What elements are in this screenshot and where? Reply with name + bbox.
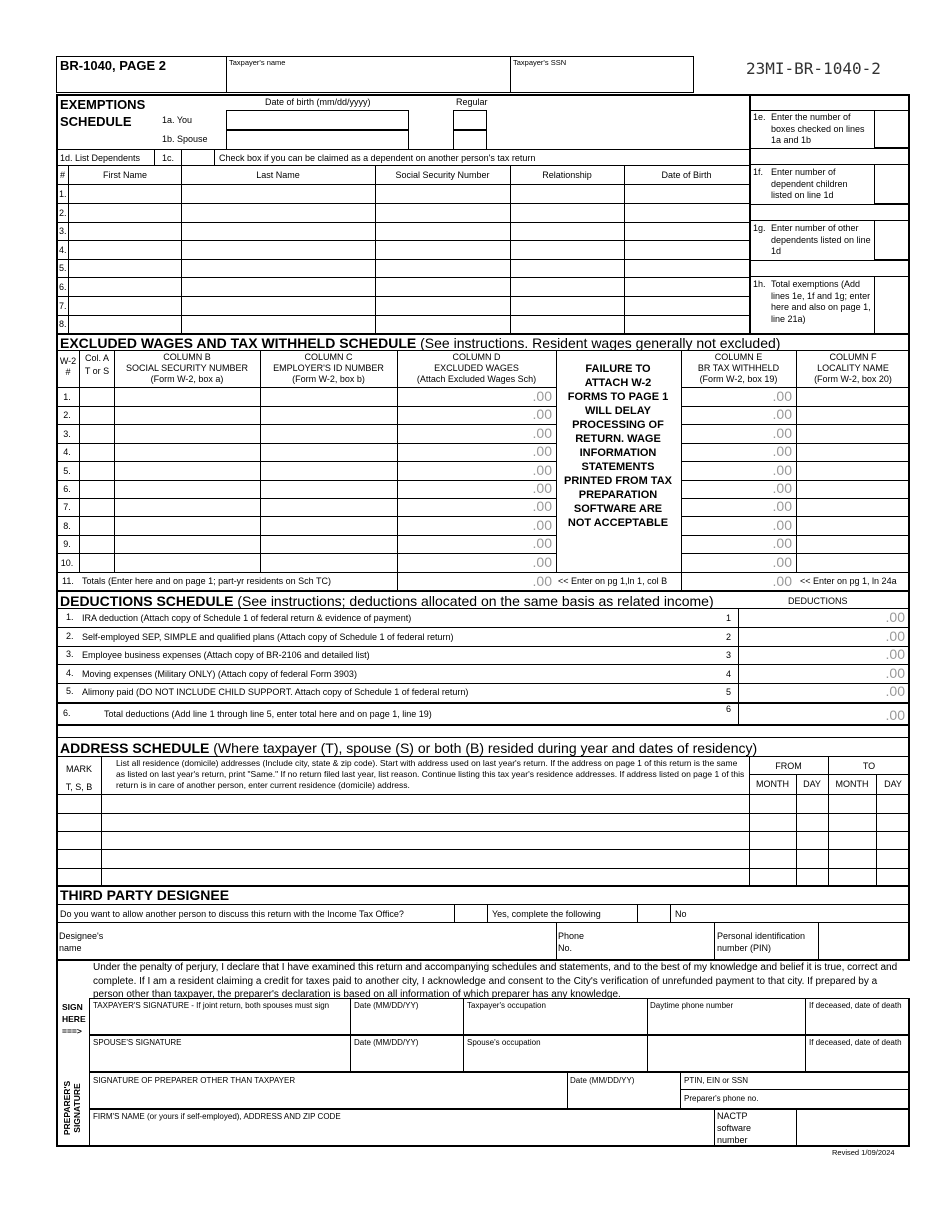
address-field[interactable] bbox=[103, 814, 747, 830]
dependent-dob-field[interactable] bbox=[626, 242, 747, 258]
col-b-field[interactable] bbox=[116, 463, 259, 479]
daytime-phone-label: Daytime phone number bbox=[650, 1001, 734, 1010]
col-f-field[interactable] bbox=[798, 463, 908, 479]
taxpayer-occupation-label: Taxpayer's occupation bbox=[467, 1001, 546, 1010]
taxpayer-signature-label: TAXPAYER'S SIGNATURE - If joint return, both spouses must sign bbox=[93, 1001, 330, 1010]
dependent-ssn-field[interactable] bbox=[377, 298, 508, 314]
line-1e-field[interactable] bbox=[874, 110, 910, 148]
dependent-relationship-field[interactable] bbox=[512, 223, 622, 239]
spouse-regular-checkbox[interactable] bbox=[453, 130, 487, 150]
col-c-field[interactable] bbox=[262, 463, 396, 479]
col-b-field[interactable] bbox=[116, 518, 259, 534]
deduction-amount-field[interactable]: .00 bbox=[885, 609, 905, 625]
col-e-field[interactable]: .00 bbox=[772, 498, 792, 515]
dependent-dob-field[interactable] bbox=[626, 316, 747, 332]
dependent-last-name-field[interactable] bbox=[183, 242, 373, 258]
exemptions-title: EXEMPTIONS SCHEDULE bbox=[60, 97, 146, 129]
preparer-signature-label: SIGNATURE OF PREPARER OTHER THAN TAXPAYER bbox=[93, 1076, 296, 1085]
dependent-relationship-field[interactable] bbox=[512, 242, 622, 258]
deductions-title: DEDUCTIONS SCHEDULE (See instructions; deductions allocated on the same basis as related income) bbox=[60, 593, 714, 609]
col-e-field[interactable]: .00 bbox=[772, 553, 792, 570]
dependent-dob-field[interactable] bbox=[626, 223, 747, 239]
col-e-total[interactable]: .00 bbox=[772, 573, 792, 589]
col-f-field[interactable] bbox=[798, 407, 908, 423]
dependent-dob-field[interactable] bbox=[626, 205, 747, 221]
deduction-amount-field[interactable]: .00 bbox=[885, 664, 905, 681]
designee-no-label: No bbox=[675, 909, 687, 919]
deduction-line-text: Employee business expenses (Attach copy of BR-2106 and detailed list) bbox=[82, 650, 370, 660]
to-day-field[interactable] bbox=[878, 814, 908, 830]
from-day-field[interactable] bbox=[798, 796, 827, 812]
dependent-row-num: 4. bbox=[59, 244, 67, 255]
dependent-ssn-field[interactable] bbox=[377, 242, 508, 258]
col-e-field[interactable]: .00 bbox=[772, 461, 792, 478]
enter-col-e-note: << Enter on pg 1, ln 24a bbox=[800, 576, 897, 586]
col-d-field[interactable]: .00 bbox=[532, 480, 552, 496]
address-mark-field[interactable] bbox=[58, 814, 100, 830]
address-field[interactable] bbox=[103, 796, 747, 812]
deduction-amount-field[interactable]: .00 bbox=[885, 683, 905, 699]
dependent-first-name-field[interactable] bbox=[70, 298, 180, 314]
dependent-relationship-field[interactable] bbox=[512, 186, 622, 202]
preparer-phone-label: Preparer's phone no. bbox=[684, 1094, 759, 1103]
col-a-field[interactable] bbox=[81, 444, 113, 460]
perjury-statement: Under the penalty of perjury, I declare that I have examined this return and accompanying schedules and statements, and to the best of my knowledge and belief it is true, correct and complete. If I am a resident claiming a credit for taxes paid to another city, I acknowledge and consent to the City's verification of unrefunded payment to that city. If prepared by a person other than taxpayer, the preparer's declaration is based on all information of which preparer has any knowledge. bbox=[93, 962, 898, 1000]
line-1e-label: Enter the number of boxes checked on lines 1a and 1b bbox=[771, 112, 865, 145]
deduction-line-text: Total deductions (Add line 1 through line 5, enter total here and on page 1, line 19) bbox=[104, 709, 432, 719]
designee-phone-field[interactable] bbox=[582, 924, 712, 958]
deduction-line-ref: 1 bbox=[726, 613, 732, 623]
col-c-field[interactable] bbox=[262, 536, 396, 552]
dependent-last-name-field[interactable] bbox=[183, 298, 373, 314]
dependent-ssn-field[interactable] bbox=[377, 223, 508, 239]
col-a-field[interactable] bbox=[81, 536, 113, 552]
dependent-last-name-field[interactable] bbox=[183, 316, 373, 332]
from-day-field[interactable] bbox=[798, 832, 827, 848]
deduction-line-text: Alimony paid (DO NOT INCLUDE CHILD SUPPORT. Attach copy of Schedule 1 of federal return) bbox=[82, 687, 469, 697]
address-field[interactable] bbox=[103, 832, 747, 848]
col-c-field[interactable] bbox=[262, 444, 396, 460]
col-e-field[interactable]: .00 bbox=[772, 480, 792, 496]
col-e-header: COLUMN E BR TAX WITHHELD (Form W-2, box 19) bbox=[697, 352, 780, 384]
col-e-field[interactable]: .00 bbox=[772, 516, 792, 533]
taxpayer-deceased-label: If deceased, date of death bbox=[809, 1001, 902, 1010]
designee-name-label: Designee's name bbox=[59, 931, 104, 953]
designee-pin-label: Personal identification number (PIN) bbox=[717, 931, 806, 953]
deduction-line-ref: 3 bbox=[726, 650, 732, 660]
taxpayer-name-label: Taxpayer's name bbox=[229, 58, 286, 67]
from-day-field[interactable] bbox=[798, 814, 827, 830]
col-c-field[interactable] bbox=[262, 407, 396, 423]
deduction-amount-field[interactable]: .00 bbox=[885, 627, 905, 644]
address-field[interactable] bbox=[103, 869, 747, 885]
col-c-field[interactable] bbox=[262, 426, 396, 442]
dependent-ssn-field[interactable] bbox=[377, 279, 508, 295]
you-label: 1a. You bbox=[162, 115, 193, 125]
col-d-field[interactable]: .00 bbox=[532, 535, 552, 552]
taxpayer-signature-field[interactable] bbox=[92, 1012, 348, 1034]
from-month-field[interactable] bbox=[751, 814, 795, 830]
deduction-amount-field[interactable]: .00 bbox=[885, 707, 905, 723]
preparer-signature-vertical: PREPARER'S SIGNATURE bbox=[62, 1080, 82, 1136]
col-a-header: Col. A T or S bbox=[84, 353, 110, 376]
firm-name-label: FIRM'S NAME (or yours if self-employed), ADDRESS AND ZIP CODE bbox=[93, 1112, 341, 1121]
dependent-relationship-field[interactable] bbox=[512, 279, 622, 295]
line-1h-label: Total exemptions (Add lines 1e, 1f and 1g; enter here and also on page 1, line 21a) bbox=[771, 279, 871, 324]
dependent-ssn-field[interactable] bbox=[377, 260, 508, 276]
address-title: ADDRESS SCHEDULE (Where taxpayer (T), spouse (S) or both (B) resided during year and dates of residency) bbox=[60, 740, 758, 756]
dependent-checkbox-1c[interactable] bbox=[181, 149, 215, 166]
to-month-field[interactable] bbox=[830, 851, 875, 867]
sign-here-label: SIGN HERE ===> bbox=[62, 1002, 86, 1036]
col-a-field[interactable] bbox=[81, 481, 113, 497]
col-last-name: Last Name bbox=[256, 170, 300, 180]
dependent-relationship-field[interactable] bbox=[512, 316, 622, 332]
to-day-field[interactable] bbox=[878, 796, 908, 812]
dob-label: Date of birth (mm/dd/yyyy) bbox=[265, 97, 371, 107]
dependent-relationship-field[interactable] bbox=[512, 298, 622, 314]
spouse-signature-label: SPOUSE'S SIGNATURE bbox=[93, 1038, 182, 1047]
deduction-line-ref: 2 bbox=[726, 631, 732, 642]
col-f-field[interactable] bbox=[798, 444, 908, 460]
col-c-field[interactable] bbox=[262, 555, 396, 571]
revised-date: Revised 1/09/2024 bbox=[832, 1148, 895, 1157]
col-c-header: COLUMN C EMPLOYER'S ID NUMBER (Form W-2, box b) bbox=[273, 352, 384, 384]
col-f-field[interactable] bbox=[798, 499, 908, 515]
line-1f-label: Enter number of dependent children listed on line 1d bbox=[771, 167, 848, 200]
col-f-field[interactable] bbox=[798, 555, 908, 571]
dependent-row-num: 7. bbox=[59, 300, 67, 311]
dependent-dob-field[interactable] bbox=[626, 260, 747, 276]
w2-row-num: 8. bbox=[63, 520, 71, 531]
address-mark-field[interactable] bbox=[58, 796, 100, 812]
dependent-ssn-field[interactable] bbox=[377, 316, 508, 332]
taxpayer-ssn-label: Taxpayer's SSN bbox=[513, 58, 567, 67]
col-f-field[interactable] bbox=[798, 481, 908, 497]
deduction-line-num: 5. bbox=[66, 686, 74, 696]
col-b-field[interactable] bbox=[116, 536, 259, 552]
deduction-line-ref: 5 bbox=[726, 687, 732, 697]
deduction-line-text: Moving expenses (Military ONLY) (Attach copy of federal Form 3903) bbox=[82, 668, 357, 679]
address-instructions: List all residence (domicile) addresses (Include city, state & zip code). Start with address used on last year's return. If the address on page 1 of this return is the same as listed on last year's return, print "Same." If no return filed last year, list reason. Continue listing this tax year's residence addresses. If address listed on page 1 of this return is in care of another person, enter current residence (domicile) address. bbox=[116, 758, 745, 790]
preparer-date-label: Date (MM/DD/YY) bbox=[570, 1076, 635, 1085]
dependent-dob-field[interactable] bbox=[626, 279, 747, 295]
deduction-line-num: 1. bbox=[66, 612, 74, 622]
deduction-line-ref: 4 bbox=[726, 668, 732, 679]
col-d-field[interactable]: .00 bbox=[532, 516, 552, 533]
from-header: FROM bbox=[775, 761, 802, 771]
from-month-field[interactable] bbox=[751, 832, 795, 848]
form-title: BR-1040, PAGE 2 bbox=[60, 58, 166, 73]
deduction-line-num: 3. bbox=[66, 649, 74, 659]
line-1c-label: 1c. bbox=[162, 153, 175, 163]
col-a-field[interactable] bbox=[81, 426, 113, 442]
designee-name-field[interactable] bbox=[100, 924, 554, 958]
col-b-field[interactable] bbox=[116, 426, 259, 442]
totals-label: Totals (Enter here and on page 1; part-yr residents on Sch TC) bbox=[82, 576, 331, 586]
you-dob-field[interactable] bbox=[226, 110, 409, 130]
dependent-first-name-field[interactable] bbox=[70, 205, 180, 221]
col-b-field[interactable] bbox=[116, 444, 259, 460]
col-f-field[interactable] bbox=[798, 536, 908, 552]
dependent-ssn-field[interactable] bbox=[377, 205, 508, 221]
dependent-first-name-field[interactable] bbox=[70, 223, 180, 239]
col-a-field[interactable] bbox=[81, 555, 113, 571]
col-a-field[interactable] bbox=[81, 499, 113, 515]
col-d-field[interactable]: .00 bbox=[532, 498, 552, 515]
dependent-row-num: 3. bbox=[59, 226, 67, 237]
taxpayer-ssn-field[interactable] bbox=[512, 70, 692, 91]
from-month-field[interactable] bbox=[751, 869, 795, 885]
dependent-dob-field[interactable] bbox=[626, 186, 747, 202]
address-mark-field[interactable] bbox=[58, 851, 100, 867]
to-month: MONTH bbox=[835, 779, 869, 789]
col-a-field[interactable] bbox=[81, 389, 113, 405]
dependent-first-name-field[interactable] bbox=[70, 186, 180, 202]
dependent-check-text: Check box if you can be claimed as a dependent on another person's tax return bbox=[219, 153, 536, 163]
line-1g-label: Enter number of other dependents listed on line 1d bbox=[771, 223, 871, 256]
col-c-field[interactable] bbox=[262, 499, 396, 515]
dependent-row-num: 8. bbox=[59, 319, 67, 330]
col-dob: Date of Birth bbox=[661, 170, 712, 180]
dependent-dob-field[interactable] bbox=[626, 298, 747, 314]
spouse-deceased-label: If deceased, date of death bbox=[809, 1038, 902, 1047]
address-mark-field[interactable] bbox=[58, 869, 100, 885]
to-day-field[interactable] bbox=[878, 869, 908, 885]
from-month-field[interactable] bbox=[751, 796, 795, 812]
address-mark-field[interactable] bbox=[58, 832, 100, 848]
dependent-last-name-field[interactable] bbox=[183, 186, 373, 202]
w2-row-num: 2. bbox=[63, 410, 71, 421]
dependent-relationship-field[interactable] bbox=[512, 205, 622, 221]
col-ssn: Social Security Number bbox=[395, 170, 490, 180]
col-b-field[interactable] bbox=[116, 555, 259, 571]
from-day-field[interactable] bbox=[798, 851, 827, 867]
dependent-row-num: 1. bbox=[59, 189, 67, 199]
w2-row-num: 6. bbox=[63, 484, 71, 494]
w2-row-num: 4. bbox=[63, 447, 71, 458]
w2-row-num: 5. bbox=[63, 465, 71, 476]
col-b-field[interactable] bbox=[116, 389, 259, 405]
col-c-field[interactable] bbox=[262, 481, 396, 497]
deduction-line-num: 6. bbox=[63, 708, 71, 718]
to-day-field[interactable] bbox=[878, 832, 908, 848]
line-1f-field[interactable] bbox=[874, 164, 910, 204]
designee-question: Do you want to allow another person to discuss this return with the Income Tax Office? bbox=[60, 909, 404, 919]
dependent-last-name-field[interactable] bbox=[183, 223, 373, 239]
col-e-field[interactable]: .00 bbox=[772, 388, 792, 404]
col-e-field[interactable]: .00 bbox=[772, 535, 792, 552]
dependent-first-name-field[interactable] bbox=[70, 279, 180, 295]
dependent-relationship-field[interactable] bbox=[512, 260, 622, 276]
col-a-field[interactable] bbox=[81, 407, 113, 423]
to-month-field[interactable] bbox=[830, 814, 875, 830]
w2-warning: FAILURE TO ATTACH W-2 FORMS TO PAGE 1 WILL DELAY PROCESSING OF RETURN. WAGE INFORMATION STATEMENTS PRINTED FROM TAX PREPARATION SOFTWARE ARE NOT ACCEPTABLE bbox=[564, 363, 672, 529]
designee-yes-checkbox[interactable] bbox=[454, 904, 488, 923]
spouse-signature-field[interactable] bbox=[92, 1048, 348, 1070]
designee-title: THIRD PARTY DESIGNEE bbox=[60, 887, 230, 903]
col-d-field[interactable]: .00 bbox=[532, 443, 552, 460]
to-day-field[interactable] bbox=[878, 851, 908, 867]
deduction-line-num: 4. bbox=[66, 667, 74, 678]
deductions-col-label: DEDUCTIONS bbox=[788, 596, 848, 606]
dependent-row-num: 6. bbox=[59, 282, 67, 292]
mark-header: MARK T, S, B bbox=[65, 764, 93, 792]
to-month-field[interactable] bbox=[830, 869, 875, 885]
col-b-field[interactable] bbox=[116, 481, 259, 497]
nactp-label: NACTP software number bbox=[717, 1111, 752, 1145]
totals-num: 11. bbox=[62, 576, 74, 586]
dependent-first-name-field[interactable] bbox=[70, 242, 180, 258]
spouse-date-label: Date (MM/DD/YY) bbox=[354, 1038, 419, 1047]
designee-yes-label: Yes, complete the following bbox=[492, 909, 601, 919]
dependent-last-name-field[interactable] bbox=[183, 260, 373, 276]
line-1h-field[interactable] bbox=[874, 276, 910, 334]
col-relationship: Relationship bbox=[542, 170, 592, 180]
col-e-field[interactable]: .00 bbox=[772, 424, 792, 441]
col-d-field[interactable]: .00 bbox=[532, 461, 552, 478]
regular-label: Regular bbox=[456, 97, 488, 107]
taxpayer-date-label: Date (MM/DD/YY) bbox=[354, 1001, 419, 1010]
deduction-line-ref: 6 bbox=[726, 704, 732, 714]
to-month-field[interactable] bbox=[830, 832, 875, 848]
taxpayer-name-field[interactable] bbox=[228, 70, 508, 91]
exemption-totals: 1e. Enter the number of boxes checked on lines 1a and 1b 1f. Enter number of dependent children listed on line 1d 1g. Enter number of other dependents listed on line 1d 1h. Total exemptions (Add lines 1e, 1f and 1g; enter here and also on page 1, line 21a) bbox=[750, 94, 910, 334]
col-c-field[interactable] bbox=[262, 518, 396, 534]
spouse-occupation-label: Spouse's occupation bbox=[467, 1038, 541, 1047]
deduction-line-text: Self-employed SEP, SIMPLE and qualified plans (Attach copy of Schedule 1 of federal return) bbox=[82, 631, 454, 642]
to-day: DAY bbox=[884, 779, 902, 789]
w2-num-header: W-2 # bbox=[59, 356, 77, 377]
col-d-field[interactable]: .00 bbox=[532, 424, 552, 441]
line-1g-field[interactable] bbox=[874, 220, 910, 260]
deduction-amount-field[interactable]: .00 bbox=[885, 646, 905, 662]
col-d-header: COLUMN D EXCLUDED WAGES (Attach Excluded Wages Sch) bbox=[416, 352, 537, 384]
dependent-last-name-field[interactable] bbox=[183, 205, 373, 221]
col-e-field[interactable]: .00 bbox=[772, 406, 792, 423]
designee-no-checkbox[interactable] bbox=[637, 904, 671, 923]
spouse-label: 1b. Spouse bbox=[162, 134, 208, 144]
designee-pin-field[interactable] bbox=[820, 924, 908, 958]
dependent-ssn-field[interactable] bbox=[377, 186, 508, 202]
col-b-field[interactable] bbox=[116, 499, 259, 515]
col-first-name: First Name bbox=[102, 170, 147, 180]
form-code: 23MI-BR-1040-2 bbox=[746, 59, 881, 78]
col-d-field[interactable]: .00 bbox=[532, 553, 552, 570]
col-b-field[interactable] bbox=[116, 407, 259, 423]
col-a-field[interactable] bbox=[81, 463, 113, 479]
dependent-first-name-field[interactable] bbox=[70, 260, 180, 276]
col-d-field[interactable]: .00 bbox=[532, 388, 552, 404]
designee-phone-label: Phone No. bbox=[558, 931, 585, 953]
you-regular-checkbox[interactable] bbox=[453, 110, 487, 130]
w2-row-num: 9. bbox=[63, 539, 71, 550]
w2-row-num: 10. bbox=[60, 557, 74, 568]
spouse-dob-field[interactable] bbox=[226, 130, 409, 150]
ptin-label: PTIN, EIN or SSN bbox=[684, 1076, 749, 1085]
deduction-line-num: 2. bbox=[66, 630, 74, 641]
w2-row-num: 3. bbox=[63, 428, 71, 439]
from-day-field[interactable] bbox=[798, 869, 827, 885]
to-month-field[interactable] bbox=[830, 796, 875, 812]
deduction-line-text: IRA deduction (Attach copy of Schedule 1 of federal return & evidence of payment) bbox=[82, 613, 412, 623]
col-f-field[interactable] bbox=[798, 389, 908, 405]
to-header: TO bbox=[862, 761, 876, 771]
from-month-field[interactable] bbox=[751, 851, 795, 867]
col-f-field[interactable] bbox=[798, 518, 908, 534]
dependent-row-num: 5. bbox=[59, 263, 67, 274]
dependent-last-name-field[interactable] bbox=[183, 279, 373, 295]
from-day: DAY bbox=[803, 779, 821, 789]
col-f-field[interactable] bbox=[798, 426, 908, 442]
col-b-header: COLUMN B SOCIAL SECURITY NUMBER (Form W-2, box a) bbox=[125, 352, 249, 384]
address-field[interactable] bbox=[103, 851, 747, 867]
wages-title: EXCLUDED WAGES AND TAX WITHHELD SCHEDULE (See instructions. Resident wages generally not excluded) bbox=[60, 335, 781, 351]
col-a-field[interactable] bbox=[81, 518, 113, 534]
list-dependents-label: 1d. List Dependents bbox=[60, 153, 141, 163]
from-month: MONTH bbox=[756, 779, 789, 789]
w2-row-num: 7. bbox=[63, 502, 71, 513]
col-num: # bbox=[60, 170, 66, 180]
dependent-first-name-field[interactable] bbox=[70, 316, 180, 332]
dependent-row-num: 2. bbox=[59, 207, 67, 218]
nactp-field[interactable] bbox=[798, 1110, 906, 1144]
col-c-field[interactable] bbox=[262, 389, 396, 405]
col-f-header: COLUMN F LOCALITY NAME (Form W-2, box 20) bbox=[814, 352, 892, 384]
w2-row-num: 1. bbox=[63, 392, 71, 402]
enter-col-d-note: << Enter on pg 1,ln 1, col B bbox=[558, 576, 668, 586]
col-d-field[interactable]: .00 bbox=[532, 406, 552, 423]
col-e-field[interactable]: .00 bbox=[772, 443, 792, 460]
col-d-total[interactable]: .00 bbox=[532, 573, 552, 589]
